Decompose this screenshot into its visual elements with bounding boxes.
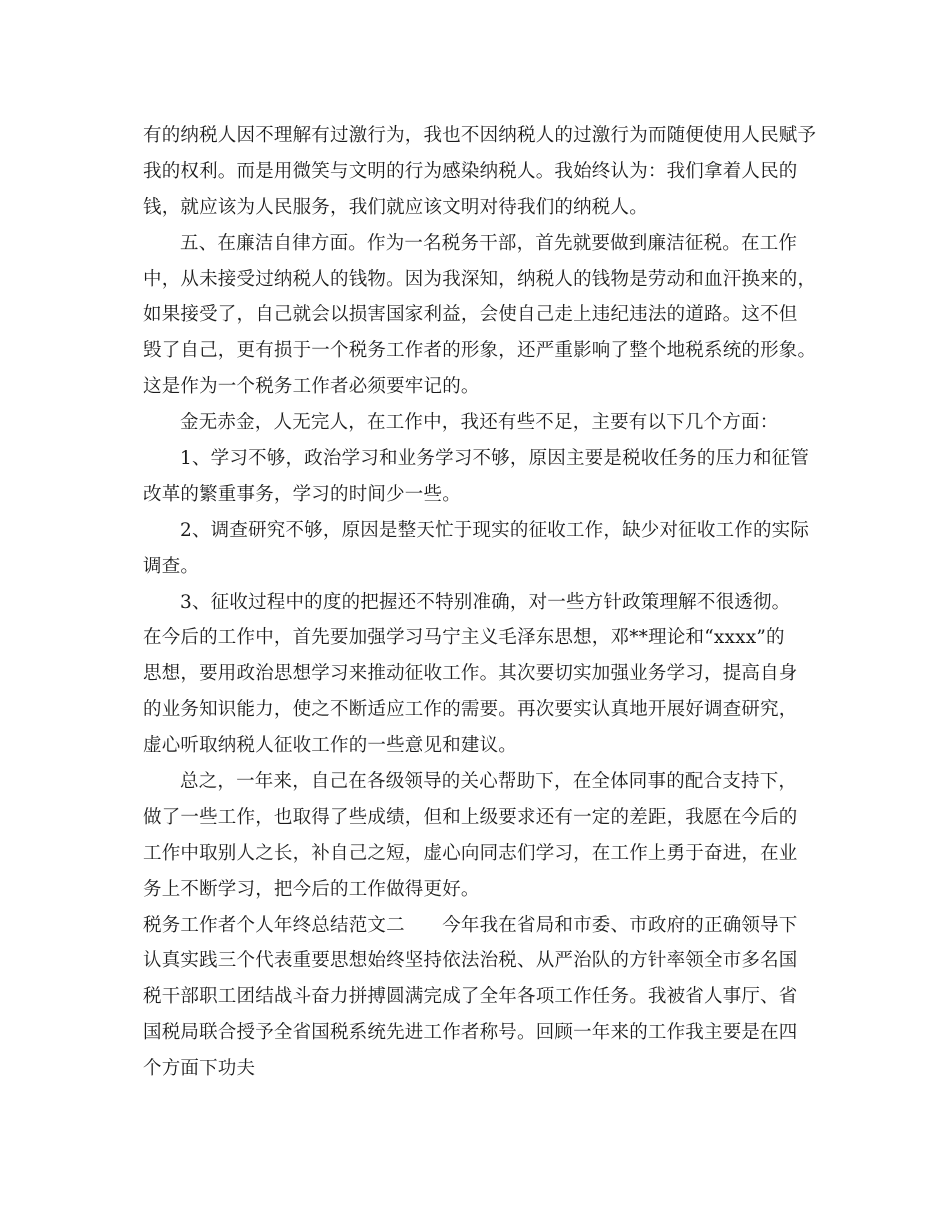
text-line: 调查。 [143,555,200,577]
text-line: 税干部职工团结战斗奋力拼搏圆满完成了全年各项工作任务。我被省人事厅、省 [143,986,798,1008]
text-line: 个方面下功夫 [143,1058,256,1080]
text-line: 思想，要用政治思想学习来推动征收工作。其次要切实加强业务学习，提高自身 [143,663,798,685]
text-line: 有的纳税人因不理解有过激行为，我也不因纳税人的过激行为而随便使用人民赋予 [143,125,817,146]
text-line: 钱，就应该为人民服务，我们就应该文明对待我们的纳税人。 [143,196,648,218]
text-line: 在今后的工作中，首先要加强学习马宁主义毛泽东思想，邓**理论和“xxxx”的 [143,627,785,649]
text-line: 的业务知识能力，使之不断适应工作的需要。再次要实认真地开展好调查研究， [143,699,798,721]
text-line: 总之，一年来，自己在各级领导的关心帮助下，在全体同事的配合支持下， [180,771,798,793]
text-line: 做了一些工作，也取得了些成绩，但和上级要求还有一定的差距，我愿在今后的 [143,806,798,828]
text-line: 务上不断学习，把今后的工作做得更好。 [143,878,480,900]
text-line: 中，从未接受过纳税人的钱物。因为我深知，纳税人的钱物是劳动和血汗换来的， [143,268,817,290]
text-line: 税务工作者个人年终总结范文二 今年我在省局和市委、市政府的正确领导下 [143,914,798,936]
text-line: 五、在廉洁自律方面。作为一名税务干部，首先就要做到廉洁征税。在工作 [180,232,798,254]
text-line: 改革的繁重事务，学习的时间少一些。 [143,483,461,505]
text-line: 这是作为一个税务工作者必须要牢记的。 [143,376,480,398]
text-line: 我的权利。而是用微笑与文明的行为感染纳税人。我始终认为：我们拿着人民的 [143,160,798,182]
text-line: 国税局联合授予全省国税系统先进工作者称号。回顾一年来的工作我主要是在四 [143,1022,798,1044]
text-line: 金无赤金，人无完人，在工作中，我还有些不足，主要有以下几个方面： [180,412,779,434]
document-body [143,118,817,1087]
text-line: 虚心听取纳税人征收工作的一些意见和建议。 [143,735,518,757]
text-line: 1、学习不够，政治学习和业务学习不够，原因主要是税收任务的压力和征管 [180,448,810,470]
text-line: 2、调查研究不够，原因是整天忙于现实的征收工作，缺少对征收工作的实际 [180,519,810,541]
text-line: 毁了自己，更有损于一个税务工作者的形象，还严重影响了整个地税系统的形象。 [143,340,817,362]
text-line: 3、征收过程中的度的把握还不特别准确，对一些方针政策理解不很透彻。 [180,591,791,613]
text-line: 认真实践三个代表重要思想始终坚持依法治税、从严治队的方针率领全市多名国 [143,950,798,972]
text-line: 工作中取别人之长，补自己之短，虚心向同志们学习，在工作上勇于奋进，在业 [143,842,798,864]
text-line: 如果接受了，自己就会以损害国家利益，会使自己走上违纪违法的道路。这不但 [143,304,798,326]
